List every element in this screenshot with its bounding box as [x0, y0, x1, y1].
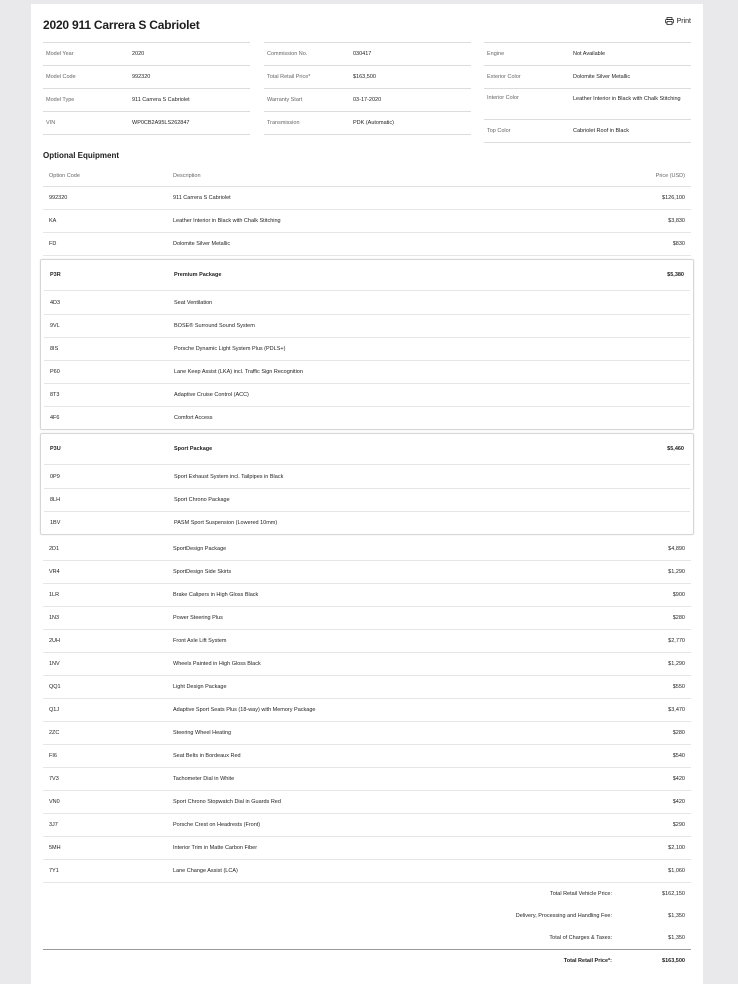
- specs-column-2: [264, 42, 471, 135]
- option-code: QQ1: [49, 684, 61, 690]
- option-code: 3J7: [49, 822, 58, 828]
- option-code: 2UH: [49, 638, 61, 644]
- column-header-code: Option Code: [49, 173, 80, 179]
- total-row: [43, 905, 691, 927]
- table-row: [44, 361, 690, 384]
- options-table: [43, 187, 691, 972]
- option-code: 7V3: [49, 776, 59, 782]
- page-title: 2020 911 Carrera S Cabriolet: [43, 18, 200, 32]
- spec-label: Commission No.: [267, 51, 308, 57]
- spec-row: [264, 88, 471, 111]
- option-code: 2ZC: [49, 730, 60, 736]
- option-description: SportDesign Side Skirts: [173, 569, 232, 575]
- spec-row: [264, 111, 471, 135]
- table-row: [43, 584, 691, 607]
- spec-row: [264, 42, 471, 65]
- table-row: [43, 722, 691, 745]
- option-price: $126,100: [662, 195, 685, 201]
- spec-row: [43, 65, 250, 88]
- option-code: 8LH: [50, 497, 61, 503]
- spec-label: Total Retail Price*: [267, 74, 311, 80]
- option-description: BOSE® Surround Sound System: [174, 323, 255, 329]
- option-description: Dolomite Silver Metallic: [173, 241, 231, 247]
- option-price: $420: [672, 776, 685, 782]
- option-code: VN0: [49, 799, 60, 805]
- option-description: Leather Interior in Black with Chalk Stitching: [173, 218, 281, 224]
- spec-label: Model Code: [46, 74, 76, 80]
- table-row: [43, 814, 691, 837]
- total-label: Total of Charges & Taxes:: [549, 935, 612, 941]
- spec-value: 03-17-2020: [353, 96, 382, 103]
- table-row: [43, 187, 691, 210]
- option-code: 992320: [49, 195, 68, 201]
- option-description: Light Design Package: [173, 684, 227, 690]
- table-row: [43, 837, 691, 860]
- table-row: [43, 791, 691, 814]
- spec-value: Not Available: [573, 50, 606, 57]
- total-value: $1,350: [668, 935, 685, 941]
- table-row: [44, 315, 690, 338]
- specs-column-3: [484, 42, 691, 143]
- option-description: Adaptive Cruise Control (ACC): [174, 392, 249, 398]
- spec-label: Top Color: [487, 128, 511, 134]
- spec-row: [484, 42, 691, 65]
- option-code: KA: [49, 218, 57, 224]
- option-description: Adaptive Sport Seats Plus (18-way) with Memory Package: [173, 707, 316, 713]
- total-row: [43, 927, 691, 950]
- premium-package-group: [40, 259, 694, 430]
- spec-label: Exterior Color: [487, 74, 521, 80]
- option-price: $1,060: [668, 868, 685, 874]
- option-code: 1BV: [50, 520, 61, 526]
- option-code: P3U: [50, 446, 61, 452]
- spec-row: [43, 88, 250, 111]
- table-row: [43, 860, 691, 883]
- option-price: $5,380: [667, 272, 684, 278]
- spec-label: VIN: [46, 120, 56, 126]
- option-description: Sport Exhaust System incl. Tailpipes in Black: [174, 474, 284, 480]
- total-label: Delivery, Processing and Handling Fee:: [515, 913, 612, 919]
- package-row: [44, 260, 690, 291]
- table-row: [43, 607, 691, 630]
- option-description: Wheels Painted in High Gloss Black: [173, 661, 261, 667]
- option-code: FI6: [49, 753, 57, 759]
- sport-package-group: [40, 433, 694, 535]
- spec-row: [484, 119, 691, 143]
- table-row: [43, 745, 691, 768]
- option-code: 2D1: [49, 546, 60, 552]
- option-description: Brake Calipers in High Gloss Black: [173, 592, 259, 598]
- spec-label: Model Type: [46, 97, 75, 103]
- spec-label: Interior Color: [487, 95, 519, 101]
- table-row: [44, 338, 690, 361]
- optional-equipment-heading: Optional Equipment: [43, 151, 119, 160]
- option-code: 7Y1: [49, 868, 59, 874]
- option-code: 4F6: [50, 415, 60, 421]
- table-row: [43, 561, 691, 584]
- spec-value: PDK (Automatic): [353, 119, 394, 126]
- column-header-description: Description: [173, 173, 201, 179]
- spec-label: Model Year: [46, 51, 74, 57]
- option-price: $550: [672, 684, 685, 690]
- option-code: 5MH: [49, 845, 61, 851]
- table-row: [43, 538, 691, 561]
- table-row: [44, 466, 690, 489]
- spec-value: WP0CB2A95LS262847: [132, 119, 190, 126]
- spec-value: 911 Carrera S Cabriolet: [132, 96, 190, 103]
- totals-section: [43, 883, 691, 972]
- option-description: Seat Ventilation: [174, 300, 213, 306]
- option-description: 911 Carrera S Cabriolet: [173, 195, 231, 201]
- option-code: 8IS: [50, 346, 59, 352]
- option-description: Sport Chrono Package: [174, 497, 230, 503]
- table-row: [43, 653, 691, 676]
- table-row: [44, 512, 690, 534]
- spec-label: Engine: [487, 51, 505, 57]
- option-code: FD: [49, 241, 57, 247]
- table-row: [44, 407, 690, 429]
- option-code: 0P9: [50, 474, 60, 480]
- option-price: $900: [672, 592, 685, 598]
- option-code: 4D3: [50, 300, 61, 306]
- spec-value: Leather Interior in Black with Chalk Stitching: [573, 96, 681, 102]
- table-row: [43, 233, 691, 256]
- option-description: Lane Change Assist (LCA): [173, 868, 238, 874]
- spec-value: $163,500: [353, 73, 376, 80]
- option-price: $540: [672, 753, 685, 759]
- print-button[interactable]: [665, 17, 691, 25]
- option-price: $5,460: [667, 446, 684, 452]
- option-code: 1NV: [49, 661, 60, 667]
- option-price: $420: [672, 799, 685, 805]
- specs-column-1: [43, 42, 250, 135]
- option-price: $1,290: [668, 569, 685, 575]
- option-description: SportDesign Package: [173, 546, 227, 552]
- option-description: Seat Belts in Bordeaux Red: [173, 753, 241, 759]
- spec-row: [43, 42, 250, 65]
- option-code: 1N3: [49, 615, 60, 621]
- option-code: P60: [50, 369, 60, 375]
- table-row: [44, 292, 690, 315]
- option-price: $290: [672, 822, 685, 828]
- option-price: $2,100: [668, 845, 685, 851]
- table-row: [43, 210, 691, 233]
- table-row: [44, 384, 690, 407]
- total-label: Total Retail Price*:: [563, 958, 612, 964]
- spec-value: 2020: [132, 50, 145, 57]
- option-description: Comfort Access: [174, 415, 213, 421]
- option-description: Lane Keep Assist (LKA) incl. Traffic Sign Recognition: [174, 369, 303, 375]
- option-description: Tachometer Dial in White: [173, 776, 235, 782]
- table-row: [43, 699, 691, 722]
- total-row: [43, 883, 691, 905]
- spec-value: Cabriolet Roof in Black: [573, 127, 629, 134]
- option-description: Front Axle Lift System: [173, 638, 227, 644]
- spec-value: 030417: [353, 50, 372, 57]
- table-row: [43, 630, 691, 653]
- option-price: $4,890: [668, 546, 685, 552]
- spec-row: [484, 65, 691, 88]
- option-description: Premium Package: [174, 272, 222, 278]
- option-description: Porsche Dynamic Light System Plus (PDLS+): [174, 346, 286, 352]
- spec-value: 992320: [132, 73, 151, 80]
- column-header-price: Price (USD): [655, 173, 685, 179]
- option-description: Sport Package: [174, 446, 213, 452]
- option-code: VR4: [49, 569, 60, 575]
- total-value: $163,500: [662, 958, 685, 964]
- total-value: $1,350: [668, 913, 685, 919]
- grand-total-row: [43, 950, 691, 972]
- total-value: $162,150: [662, 891, 685, 897]
- total-label: Total Retail Vehicle Price:: [549, 891, 612, 897]
- print-label: Print: [676, 17, 691, 25]
- table-header: [43, 166, 691, 187]
- spec-row: [264, 65, 471, 88]
- window-sticker-page: [31, 4, 703, 984]
- package-row: [44, 434, 690, 465]
- table-row: [43, 676, 691, 699]
- spec-row: [43, 111, 250, 135]
- table-row: [43, 768, 691, 791]
- option-price: $1,290: [668, 661, 685, 667]
- option-price: $280: [672, 730, 685, 736]
- spec-label: Warranty Start: [267, 97, 303, 103]
- option-price: $830: [672, 241, 685, 247]
- option-description: Interior Trim in Matte Carbon Fiber: [173, 845, 258, 851]
- option-description: Steering Wheel Heating: [173, 730, 232, 736]
- spec-row: [484, 88, 691, 119]
- option-code: 8T3: [50, 392, 60, 398]
- spec-value: Dolomite Silver Metallic: [573, 73, 631, 80]
- option-description: Porsche Crest on Headrests (Front): [173, 822, 261, 828]
- option-description: Power Steering Plus: [173, 615, 223, 621]
- option-price: $3,470: [668, 707, 685, 713]
- option-price: $280: [672, 615, 685, 621]
- option-price: $3,830: [668, 218, 685, 224]
- table-row: [44, 489, 690, 512]
- printer-icon: [665, 17, 674, 25]
- option-code: 9VL: [50, 323, 60, 329]
- spec-label: Transmission: [267, 120, 300, 126]
- option-price: $2,770: [668, 638, 685, 644]
- option-code: P3R: [50, 272, 61, 278]
- option-code: 1LR: [49, 592, 60, 598]
- option-description: PASM Sport Suspension (Lowered 10mm): [174, 520, 278, 526]
- option-code: Q1J: [49, 707, 60, 713]
- option-description: Sport Chrono Stopwatch Dial in Guards Red: [173, 799, 281, 805]
